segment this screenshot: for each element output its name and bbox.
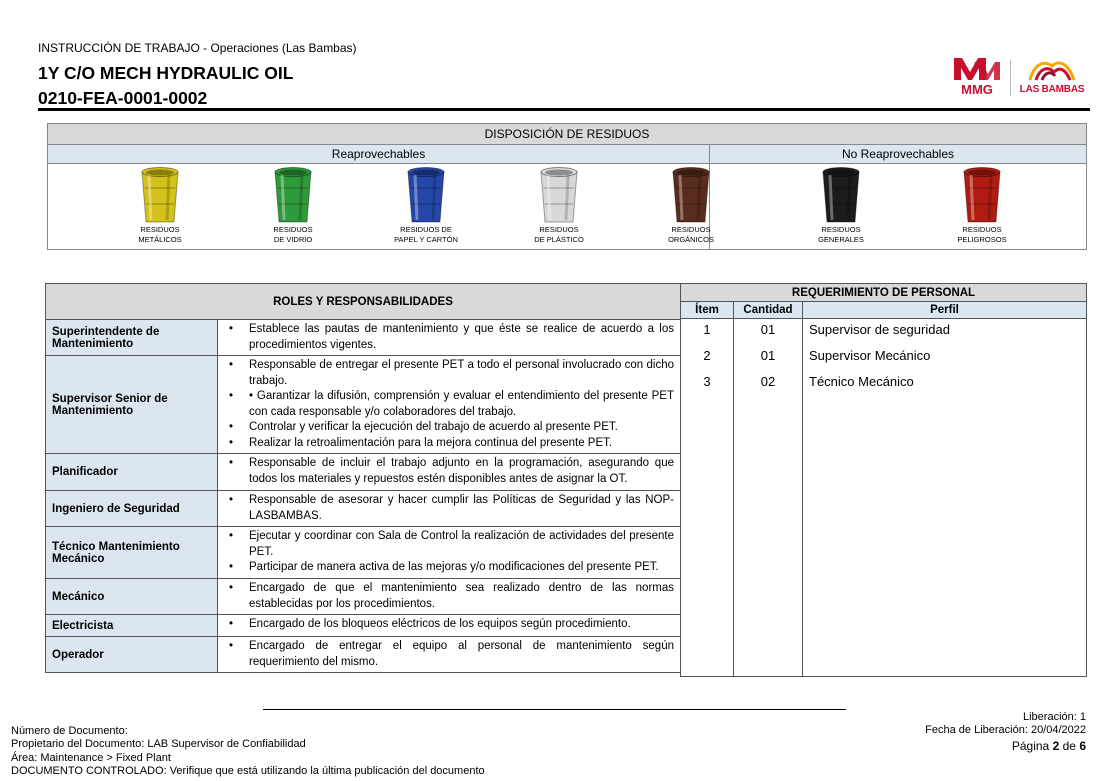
bin-label-line1: RESIDUOS — [962, 225, 1002, 234]
responsibility-item: • Encargado de los bloqueos eléctricos de los equipos según procedimiento. — [224, 617, 674, 633]
company-logos — [952, 56, 1088, 100]
role-row — [46, 491, 681, 527]
waste-bin — [791, 166, 891, 244]
role-name: Ingeniero de Seguridad — [46, 491, 218, 527]
waste-bin — [243, 166, 343, 244]
bin-icon — [669, 166, 713, 224]
bin-label-line1: RESIDUOS — [140, 225, 180, 234]
bin-label-line1: RESIDUOS — [539, 225, 579, 234]
role-row — [46, 637, 681, 673]
bin-label-line1: RESIDUOS — [821, 225, 861, 234]
bin-label — [243, 225, 343, 244]
item-number: 3 — [681, 371, 734, 397]
role-row — [46, 454, 681, 491]
role-responsibilities — [218, 579, 681, 615]
footer-controlled: DOCUMENTO CONTROLADO: Verifique que está utilizando la última publicación del documento — [11, 765, 485, 778]
role-responsibilities — [218, 527, 681, 579]
personnel-table — [680, 283, 1087, 677]
role-name: Operador — [46, 637, 218, 673]
role-responsibilities — [218, 356, 681, 454]
waste-disposal-title: DISPOSICIÓN DE RESIDUOS — [48, 124, 1086, 145]
item-profile: Supervisor Mecánico — [803, 345, 1087, 371]
responsibility-item: • • Garantizar la difusión, comprensión y evaluar el entendimiento del presente PET con cada responsable y/o colaboradores del trabajo. — [224, 389, 674, 420]
footer-release: Liberación: 1 — [1023, 711, 1086, 723]
item-quantity: 01 — [734, 345, 803, 371]
bin-label-line2: METÁLICOS — [138, 234, 182, 244]
bin-label — [791, 225, 891, 244]
bin-icon — [271, 166, 315, 224]
bin-label — [110, 225, 210, 244]
document-title: 1Y C/O MECH HYDRAULIC OIL — [38, 63, 294, 83]
role-row — [46, 527, 681, 579]
personnel-row — [681, 345, 1087, 371]
waste-bin — [376, 166, 476, 244]
bin-label-line1: RESIDUOS DE — [400, 225, 452, 234]
footer-rule — [263, 709, 846, 710]
logo-separator — [1010, 60, 1011, 96]
empty-cell — [734, 397, 803, 677]
mmg-logo-text: MMG — [961, 82, 993, 97]
role-row — [46, 320, 681, 356]
col-item: Ítem — [681, 302, 734, 319]
personnel-filler-row — [681, 397, 1087, 677]
role-responsibilities — [218, 320, 681, 356]
role-name: Superintendente de Mantenimiento — [46, 320, 218, 356]
footer-release-date: Fecha de Liberación: 20/04/2022 — [925, 724, 1086, 737]
item-quantity: 01 — [734, 319, 803, 345]
bin-label-line1: RESIDUOS — [273, 225, 313, 234]
bin-label — [641, 225, 741, 244]
role-name: Electricista — [46, 615, 218, 637]
bin-label-line2: PAPEL Y CARTÓN — [394, 234, 458, 244]
waste-bin — [932, 166, 1032, 244]
page-number — [925, 740, 1086, 753]
las-bambas-logo-text: LAS BAMBAS — [1019, 84, 1085, 95]
role-responsibilities — [218, 454, 681, 491]
role-row — [46, 615, 681, 637]
bin-icon — [404, 166, 448, 224]
personnel-header: REQUERIMIENTO DE PERSONAL — [681, 284, 1087, 302]
roles-body — [46, 320, 681, 673]
bin-label — [509, 225, 609, 244]
bin-label-line1: RESIDUOS — [671, 225, 711, 234]
roles-table — [45, 283, 681, 673]
waste-disposal-table — [47, 123, 1087, 250]
document-code: 0210-FEA-0001-0002 — [38, 88, 208, 108]
bin-label — [376, 225, 476, 244]
footer-left — [11, 725, 485, 779]
footer-area: Área: Maintenance > Fixed Plant — [11, 751, 171, 764]
bin-icon — [138, 166, 182, 224]
responsibility-item: • Encargado de entregar el equipo al personal de mantenimiento según requerimiento del mismo. — [224, 639, 674, 670]
role-name: Supervisor Senior de Mantenimiento — [46, 356, 218, 454]
header-rule — [38, 108, 1090, 111]
responsibility-item: • Responsable de asesorar y hacer cumplir las Políticas de Seguridad y las NOP-LASBAMBAS. — [224, 493, 674, 524]
responsibility-item: • Participar de manera activa de las mejoras y/o modificaciones del presente PET. — [224, 560, 674, 576]
item-profile: Técnico Mecánico — [803, 371, 1087, 397]
waste-bin — [509, 166, 609, 244]
waste-bin — [110, 166, 210, 244]
empty-cell — [803, 397, 1087, 677]
personnel-row — [681, 371, 1087, 397]
page-current: 2 — [1052, 738, 1060, 753]
responsibility-item: • Responsable de entregar el presente PET a todo el personal involucrado con dicho trabajo. — [224, 358, 674, 389]
bin-label-line2: ORGÁNICOS — [668, 234, 714, 244]
page-label: Página — [1011, 738, 1050, 753]
item-number: 2 — [681, 345, 734, 371]
item-number: 1 — [681, 319, 734, 345]
roles-header: ROLES Y RESPONSABILIDADES — [46, 284, 681, 320]
role-responsibilities — [218, 615, 681, 637]
page-of: de — [1062, 738, 1076, 753]
role-responsibilities — [218, 637, 681, 673]
responsibility-item: • Ejecutar y coordinar con Sala de Control la realización de actividades del presente PET. — [224, 529, 674, 560]
footer-right — [925, 711, 1086, 753]
empty-cell — [681, 397, 734, 677]
responsibility-item: • Responsable de incluir el trabajo adjunto en la programación, asegurando que todos los materiales y repuestos estén disponibles antes de asignar la OT. — [224, 456, 674, 487]
bin-label-line2: PELIGROSOS — [957, 234, 1007, 244]
col-quantity: Cantidad — [734, 302, 803, 319]
bin-label-line2: GENERALES — [818, 234, 864, 244]
bin-icon — [537, 166, 581, 224]
bin-label-line2: DE VIDRIO — [273, 234, 313, 244]
role-name: Técnico Mantenimiento Mecánico — [46, 527, 218, 579]
footer-owner: Propietario del Documento: LAB Supervisor de Confiabilidad — [11, 738, 306, 751]
role-row — [46, 356, 681, 454]
role-row — [46, 579, 681, 615]
las-bambas-mountain-icon — [1016, 56, 1088, 84]
col-profile: Perfil — [803, 302, 1087, 319]
bin-icon — [819, 166, 863, 224]
responsibility-item: • Controlar y verificar la ejecución del trabajo de acuerdo al presente PET. — [224, 420, 674, 436]
page-total: 6 — [1079, 738, 1086, 753]
responsibility-item: • Establece las pautas de mantenimiento y que éste se realice de acuerdo a los procedimientos vigentes. — [224, 322, 674, 353]
mmg-logo — [952, 56, 1002, 98]
item-quantity: 02 — [734, 371, 803, 397]
responsibility-item: • Realizar la retroalimentación para la mejora continua del presente PET. — [224, 436, 674, 452]
role-name: Planificador — [46, 454, 218, 491]
bin-label-line2: DE PLÁSTICO — [534, 234, 584, 244]
reusable-header: Reaprovechables — [48, 145, 710, 164]
waste-bin — [641, 166, 741, 244]
personnel-body — [681, 319, 1087, 677]
bin-icon — [960, 166, 1004, 224]
footer-doc-number: Número de Documento: — [11, 725, 128, 737]
role-name: Mecánico — [46, 579, 218, 615]
non-reusable-header: No Reaprovechables — [710, 145, 1086, 164]
role-responsibilities — [218, 491, 681, 527]
item-profile: Supervisor de seguridad — [803, 319, 1087, 345]
personnel-row — [681, 319, 1087, 345]
las-bambas-logo — [1016, 56, 1088, 100]
responsibility-item: • Encargado de que el mantenimiento sea realizado dentro de las normas establecidas por los procedimientos. — [224, 581, 674, 612]
document-type: INSTRUCCIÓN DE TRABAJO - Operaciones (Las Bambas) — [38, 41, 357, 55]
bin-label — [932, 225, 1032, 244]
